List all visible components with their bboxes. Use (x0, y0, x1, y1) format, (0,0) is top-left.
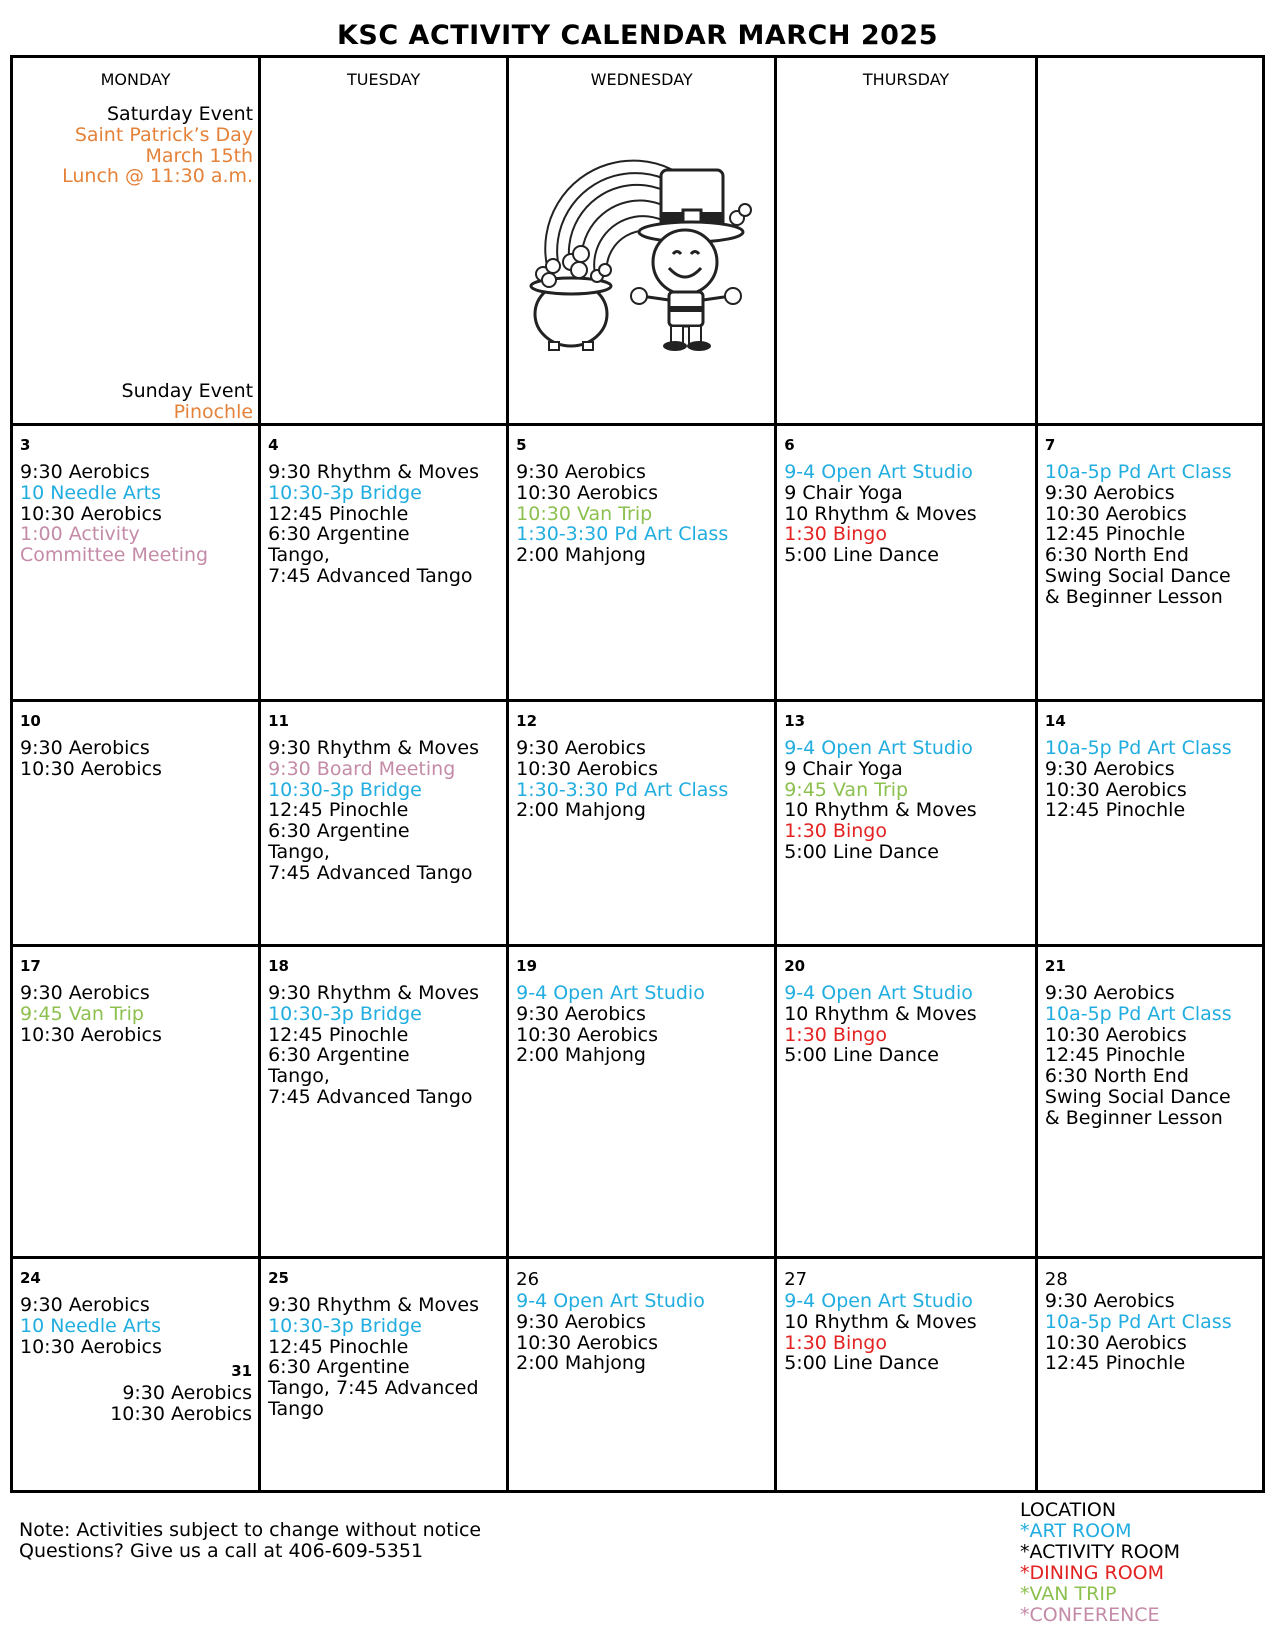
header-tuesday: TUESDAY (346, 70, 421, 89)
event-item: 10:30 Van Trip (516, 502, 653, 525)
event-item: 5:00 Line Dance (784, 1044, 939, 1067)
day-cell-19 (508, 946, 776, 1258)
event-item: 9:30 Aerobics (20, 737, 150, 759)
day-number: 18 (268, 957, 289, 975)
event-item: 10:30 Aerobics (1044, 1023, 1187, 1046)
event-item: 6:30 Argentine (268, 1356, 410, 1379)
day-cell-3 (12, 425, 260, 701)
event-item: 9:30 Aerobics (1044, 757, 1175, 780)
event-item: 10:30 Aerobics (516, 481, 659, 504)
event-item: 10:30-3p Bridge (268, 481, 422, 504)
event-item: 9:45 Van Trip (784, 778, 909, 801)
day-number: 25 (268, 1269, 289, 1287)
location-legend (1020, 1500, 1180, 1626)
day-cell-4 (260, 425, 508, 701)
event-item: 6:30 Argentine (268, 820, 410, 843)
day-cell-13 (776, 701, 1037, 946)
event-item: 9:30 Aerobics (1044, 1290, 1175, 1312)
day-number: 12 (516, 712, 538, 730)
event-item: 1:00 Activity (20, 523, 140, 546)
saturday-event-label: Saturday Event (106, 103, 254, 125)
event-item: 1:30 Bingo (784, 820, 887, 843)
legend-title: LOCATION (1020, 1499, 1117, 1521)
day-cell-27 (776, 1258, 1037, 1492)
legend-conference: *CONFERENCE (1020, 1604, 1160, 1626)
event-item: Swing Social Dance (1044, 1085, 1231, 1108)
event-item: 12:45 Pinochle (268, 502, 409, 525)
event-item: 2:00 Mahjong (516, 544, 646, 567)
event-item: Tango, (268, 544, 330, 567)
event-item: 10:30-3p Bridge (268, 1314, 422, 1337)
event-item: 9-4 Open Art Studio (784, 1290, 973, 1312)
wednesday-header-cell (508, 57, 776, 425)
event-item: 10:30 Aerobics (516, 1023, 659, 1046)
day-number: 7 (1044, 436, 1056, 454)
day-number: 11 (268, 712, 289, 730)
event-item: 10 Rhythm & Moves (784, 1002, 977, 1025)
event-item: 5:00 Line Dance (784, 544, 939, 567)
event-item: 9:30 Rhythm & Moves (268, 982, 480, 1004)
event-item: Tango, (268, 1065, 330, 1088)
event-item: 10:30 Aerobics (20, 1023, 162, 1046)
event-item: 10:30 Aerobics (1044, 1331, 1187, 1354)
event-item: 9:30 Aerobics (1044, 982, 1175, 1004)
event-item: 12:45 Pinochle (1044, 1352, 1186, 1375)
event-item: 9-4 Open Art Studio (516, 982, 705, 1004)
day-cell-5 (508, 425, 776, 701)
note-line: Note: Activities subject to change without notice (19, 1519, 482, 1541)
legend-van-trip: *VAN TRIP (1020, 1583, 1117, 1605)
event-item: 12:45 Pinochle (1044, 799, 1186, 822)
event-item: 10:30 Aerobics (516, 757, 659, 780)
day-number: 20 (784, 957, 806, 975)
event-item: 10 Rhythm & Moves (784, 799, 977, 822)
event-item: 2:00 Mahjong (516, 1352, 646, 1375)
event-item: 6:30 Argentine (268, 523, 410, 546)
day-cell-21 (1036, 946, 1263, 1258)
saturday-event (62, 104, 253, 187)
event-item: Tango, 7:45 Advanced (268, 1377, 479, 1400)
event-item: 10a-5p Pd Art Class (1044, 461, 1232, 483)
event-item: 10:30 Aerobics (20, 1335, 162, 1358)
event-item: 1:30-3:30 Pd Art Class (516, 778, 729, 801)
event-item: 7:45 Advanced Tango (268, 564, 473, 587)
event-item: Committee Meeting (20, 544, 209, 567)
legend-activity-room: *ACTIVITY ROOM (1020, 1541, 1180, 1563)
day-cell-25 (260, 1258, 508, 1492)
event-item: 9:30 Board Meeting (268, 757, 456, 780)
event-item: 12:45 Pinochle (1044, 1044, 1186, 1067)
day-cell-12 (508, 701, 776, 946)
saturday-event-line: Saint Patrick’s Day (74, 123, 254, 146)
event-item: 10:30-3p Bridge (268, 778, 422, 801)
event-item: 12:45 Pinochle (268, 1023, 409, 1046)
event-item: 9 Chair Yoga (784, 757, 903, 780)
legend-art-room: *ART ROOM (1020, 1520, 1132, 1542)
day-cell-14 (1036, 701, 1263, 946)
day-number-31: 31 (231, 1362, 253, 1381)
event-item: 6:30 North End (1044, 1065, 1189, 1088)
event-item: 7:45 Advanced Tango (268, 861, 473, 884)
sunday-event-line: Pinochle (173, 400, 254, 423)
day-number: 10 (20, 712, 41, 730)
day-cell-20 (776, 946, 1037, 1258)
day-cell-11 (260, 701, 508, 946)
event-item: Swing Social Dance (1044, 564, 1231, 587)
day-cell-26 (508, 1258, 776, 1492)
day-number: 24 (20, 1269, 41, 1287)
day-number: 13 (784, 712, 806, 730)
event-item: 9:30 Aerobics (20, 982, 150, 1004)
event-item: 9:30 Rhythm & Moves (268, 461, 480, 483)
event-item: 10:30 Aerobics (20, 502, 162, 525)
event-item: 12:45 Pinochle (1044, 523, 1186, 546)
event-item: 9:30 Rhythm & Moves (268, 1294, 480, 1316)
legend-dining-room: *DINING ROOM (1020, 1562, 1165, 1584)
tuesday-header-cell (260, 57, 508, 425)
header-monday: MONDAY (100, 70, 171, 89)
event-item: 2:00 Mahjong (516, 799, 646, 822)
event-item: 10:30-3p Bridge (268, 1002, 422, 1025)
event-item: 1:30-3:30 Pd Art Class (516, 523, 729, 546)
event-item: 10:30 Aerobics (1044, 778, 1187, 801)
day-number: 21 (1044, 957, 1066, 975)
event-item: 9:30 Aerobics (122, 1382, 253, 1405)
monday-header-cell (12, 57, 260, 425)
thursday-header-cell (776, 57, 1037, 425)
event-item: 1:30 Bingo (784, 1331, 887, 1354)
leprechaun-rainbow-illustration (519, 136, 755, 356)
event-item: 9:30 Aerobics (20, 1294, 150, 1316)
event-item: 10:30 Aerobics (516, 1331, 659, 1354)
event-item: Tango, (268, 840, 330, 863)
sunday-event-label: Sunday Event (121, 380, 254, 402)
event-item: 5:00 Line Dance (784, 1352, 939, 1375)
event-item: 9-4 Open Art Studio (784, 737, 973, 759)
day-cell-28 (1036, 1258, 1263, 1492)
friday-header-cell (1036, 57, 1263, 425)
day-number: 14 (1044, 712, 1066, 730)
saturday-event-line: March 15th (145, 144, 254, 167)
sunday-event (122, 381, 254, 423)
event-item: 9-4 Open Art Studio (784, 461, 973, 483)
event-item: 1:30 Bingo (784, 523, 887, 546)
event-item: 10 Needle Arts (20, 1314, 162, 1337)
event-item: 12:45 Pinochle (268, 1335, 409, 1358)
event-item: 2:00 Mahjong (516, 1044, 646, 1067)
event-item: 9:30 Aerobics (516, 737, 646, 759)
day-cell-7 (1036, 425, 1263, 701)
header-friday (1038, 58, 1262, 70)
event-item: 9-4 Open Art Studio (784, 982, 973, 1004)
day-number: 17 (20, 957, 41, 975)
event-item: 10 Rhythm & Moves (784, 502, 977, 525)
day-number: 27 (784, 1269, 808, 1290)
event-item: 10a-5p Pd Art Class (1044, 737, 1232, 759)
event-item: 9:30 Aerobics (516, 1310, 646, 1333)
event-item: 9:30 Aerobics (516, 1002, 646, 1025)
event-item: 10a-5p Pd Art Class (1044, 1002, 1232, 1025)
saturday-event-line: Lunch @ 11:30 a.m. (62, 165, 254, 188)
day-cell-17 (12, 946, 260, 1258)
calendar-grid (10, 55, 1265, 1493)
event-item: 6:30 North End (1044, 544, 1189, 567)
day-number: 4 (268, 436, 279, 454)
header-wednesday: WEDNESDAY (590, 70, 693, 89)
footer-note (19, 1520, 481, 1562)
day-number: 6 (784, 436, 795, 454)
event-item: 9-4 Open Art Studio (516, 1290, 705, 1312)
day-number: 3 (20, 436, 31, 454)
event-item: 5:00 Line Dance (784, 840, 939, 863)
day-number: 5 (516, 436, 527, 454)
day-number: 28 (1044, 1269, 1068, 1290)
calendar-title: KSC ACTIVITY CALENDAR MARCH 2025 (336, 20, 939, 51)
event-item: 10 Rhythm & Moves (784, 1310, 977, 1333)
event-item: 9:30 Aerobics (20, 461, 150, 483)
event-item: 10:30 Aerobics (1044, 502, 1187, 525)
event-item: & Beginner Lesson (1044, 585, 1223, 608)
event-item: 10:30 Aerobics (110, 1403, 253, 1426)
event-item: 12:45 Pinochle (268, 799, 409, 822)
event-item: 10:30 Aerobics (20, 757, 162, 780)
event-item: 9:30 Aerobics (516, 461, 646, 483)
event-item: 6:30 Argentine (268, 1044, 410, 1067)
day-number: 19 (516, 957, 538, 975)
event-item: 1:30 Bingo (784, 1023, 887, 1046)
day-cell-10 (12, 701, 260, 946)
header-thursday: THURSDAY (862, 70, 950, 89)
note-line: Questions? Give us a call at 406-609-5351 (19, 1539, 424, 1562)
event-item: 9:45 Van Trip (20, 1002, 144, 1025)
event-item: 9 Chair Yoga (784, 481, 903, 504)
day-cell-24 (12, 1258, 260, 1492)
event-item: & Beginner Lesson (1044, 1106, 1223, 1129)
event-item: Tango (268, 1397, 324, 1420)
event-item: 7:45 Advanced Tango (268, 1085, 473, 1108)
day-number: 26 (516, 1269, 540, 1290)
day-cell-18 (260, 946, 508, 1258)
event-item: 10 Needle Arts (20, 481, 162, 504)
event-item: 9:30 Rhythm & Moves (268, 737, 480, 759)
event-item: 10a-5p Pd Art Class (1044, 1310, 1232, 1333)
event-item: 9:30 Aerobics (1044, 481, 1175, 504)
day-cell-6 (776, 425, 1037, 701)
